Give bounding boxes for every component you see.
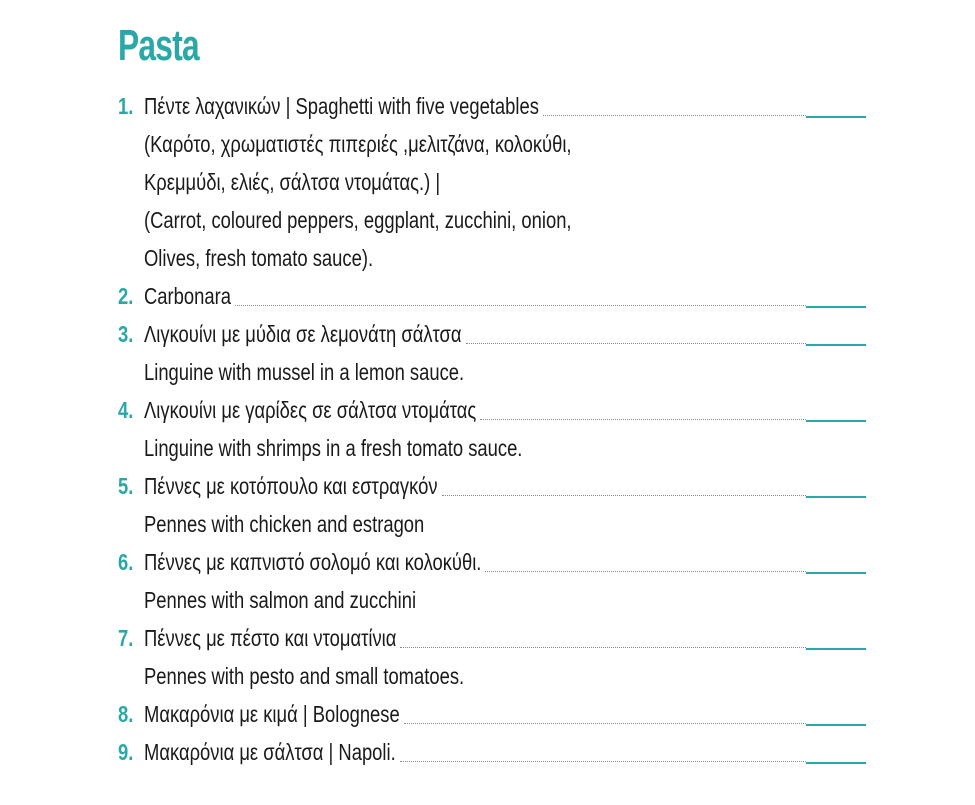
price-line bbox=[806, 762, 866, 764]
menu-item bbox=[118, 277, 868, 315]
dotted-leader bbox=[400, 761, 806, 762]
item-description-text: Linguine with shrimps in a fresh tomato sauce. bbox=[144, 435, 523, 461]
item-number-text: 5. bbox=[118, 473, 134, 499]
price-line bbox=[806, 344, 866, 346]
item-description bbox=[118, 581, 868, 619]
item-title: Πέννες με καπνιστό σολομό και κολοκύθι. bbox=[144, 549, 482, 575]
item-number-text: 3. bbox=[118, 321, 134, 347]
menu-item-heading bbox=[118, 277, 868, 315]
menu-item-heading bbox=[118, 87, 868, 125]
item-number-text: 2. bbox=[118, 283, 134, 309]
menu-item bbox=[118, 619, 868, 695]
item-title: Carbonara bbox=[144, 283, 231, 309]
price-line bbox=[806, 496, 866, 498]
item-description bbox=[118, 125, 868, 163]
dotted-leader bbox=[400, 647, 806, 648]
item-title: Λιγκουίνι με μύδια σε λεμονάτη σάλτσα bbox=[144, 321, 462, 347]
item-description-text: Pennes with pesto and small tomatoes. bbox=[144, 663, 465, 689]
item-number-text: 4. bbox=[118, 397, 134, 423]
item-description-text: (Καρότο, χρωματιστές πιπεριές ,μελιτζάνα, κολοκύθι, bbox=[144, 131, 572, 157]
item-number bbox=[118, 467, 137, 505]
item-number-text: 9. bbox=[118, 739, 134, 765]
item-description-text: Olives, fresh tomato sauce). bbox=[144, 245, 374, 271]
item-number-text: 7. bbox=[118, 625, 134, 651]
item-description-text: (Carrot, coloured peppers, eggplant, zucchini, onion, bbox=[144, 207, 572, 233]
item-description-text: Linguine with mussel in a lemon sauce. bbox=[144, 359, 465, 385]
price-line bbox=[806, 420, 866, 422]
menu-item-heading bbox=[118, 695, 868, 733]
item-number-text: 1. bbox=[118, 93, 134, 119]
menu-item-heading bbox=[118, 619, 868, 657]
section-title: Pasta bbox=[118, 21, 199, 70]
menu-item-heading bbox=[118, 315, 868, 353]
item-description-text: Κρεμμύδι, ελιές, σάλτσα ντομάτας.) | bbox=[144, 169, 441, 195]
item-description bbox=[118, 201, 868, 239]
item-number bbox=[118, 695, 137, 733]
item-description bbox=[118, 429, 868, 467]
menu-item-heading bbox=[118, 391, 868, 429]
item-description-text: Pennes with chicken and estragon bbox=[144, 511, 425, 537]
menu-item bbox=[118, 467, 868, 543]
item-number-text: 6. bbox=[118, 549, 134, 575]
price-line bbox=[806, 648, 866, 650]
item-title: Μακαρόνια με σάλτσα | Napoli. bbox=[144, 739, 396, 765]
menu-item bbox=[118, 315, 868, 391]
dotted-leader bbox=[485, 571, 806, 572]
price-line bbox=[806, 116, 866, 118]
menu-item-heading bbox=[118, 467, 868, 505]
item-number bbox=[118, 543, 137, 581]
dotted-leader bbox=[235, 305, 806, 306]
item-description bbox=[118, 163, 868, 201]
item-title: Πέντε λαχανικών | Spaghetti with five vegetables bbox=[144, 93, 539, 119]
item-number bbox=[118, 733, 137, 771]
item-number-text: 8. bbox=[118, 701, 134, 727]
menu-item bbox=[118, 695, 868, 733]
menu-item-list bbox=[118, 87, 868, 771]
item-description bbox=[118, 505, 868, 543]
dotted-leader bbox=[480, 419, 806, 420]
item-title: Μακαρόνια με κιμά | Bolognese bbox=[144, 701, 400, 727]
item-title: Πέννες με πέστο και ντοματίνια bbox=[144, 625, 397, 651]
item-description-text: Pennes with salmon and zucchini bbox=[144, 587, 417, 613]
item-description bbox=[118, 657, 868, 695]
item-title: Λιγκουίνι με γαρίδες σε σάλτσα ντομάτας bbox=[144, 397, 477, 423]
menu-item bbox=[118, 87, 868, 277]
item-number bbox=[118, 87, 137, 125]
item-description bbox=[118, 353, 868, 391]
item-number bbox=[118, 391, 137, 429]
menu-item-heading bbox=[118, 543, 868, 581]
price-line bbox=[806, 572, 866, 574]
price-line bbox=[806, 724, 866, 726]
item-number bbox=[118, 315, 137, 353]
price-line bbox=[806, 306, 866, 308]
item-description bbox=[118, 239, 868, 277]
menu-item bbox=[118, 543, 868, 619]
item-number bbox=[118, 277, 137, 315]
menu-item-heading bbox=[118, 733, 868, 771]
dotted-leader bbox=[543, 115, 806, 116]
dotted-leader bbox=[404, 723, 806, 724]
dotted-leader bbox=[466, 343, 806, 344]
menu-item bbox=[118, 391, 868, 467]
item-title: Πέννες με κοτόπουλο και εστραγκόν bbox=[144, 473, 438, 499]
menu-item bbox=[118, 733, 868, 771]
item-number bbox=[118, 619, 137, 657]
dotted-leader bbox=[442, 495, 806, 496]
